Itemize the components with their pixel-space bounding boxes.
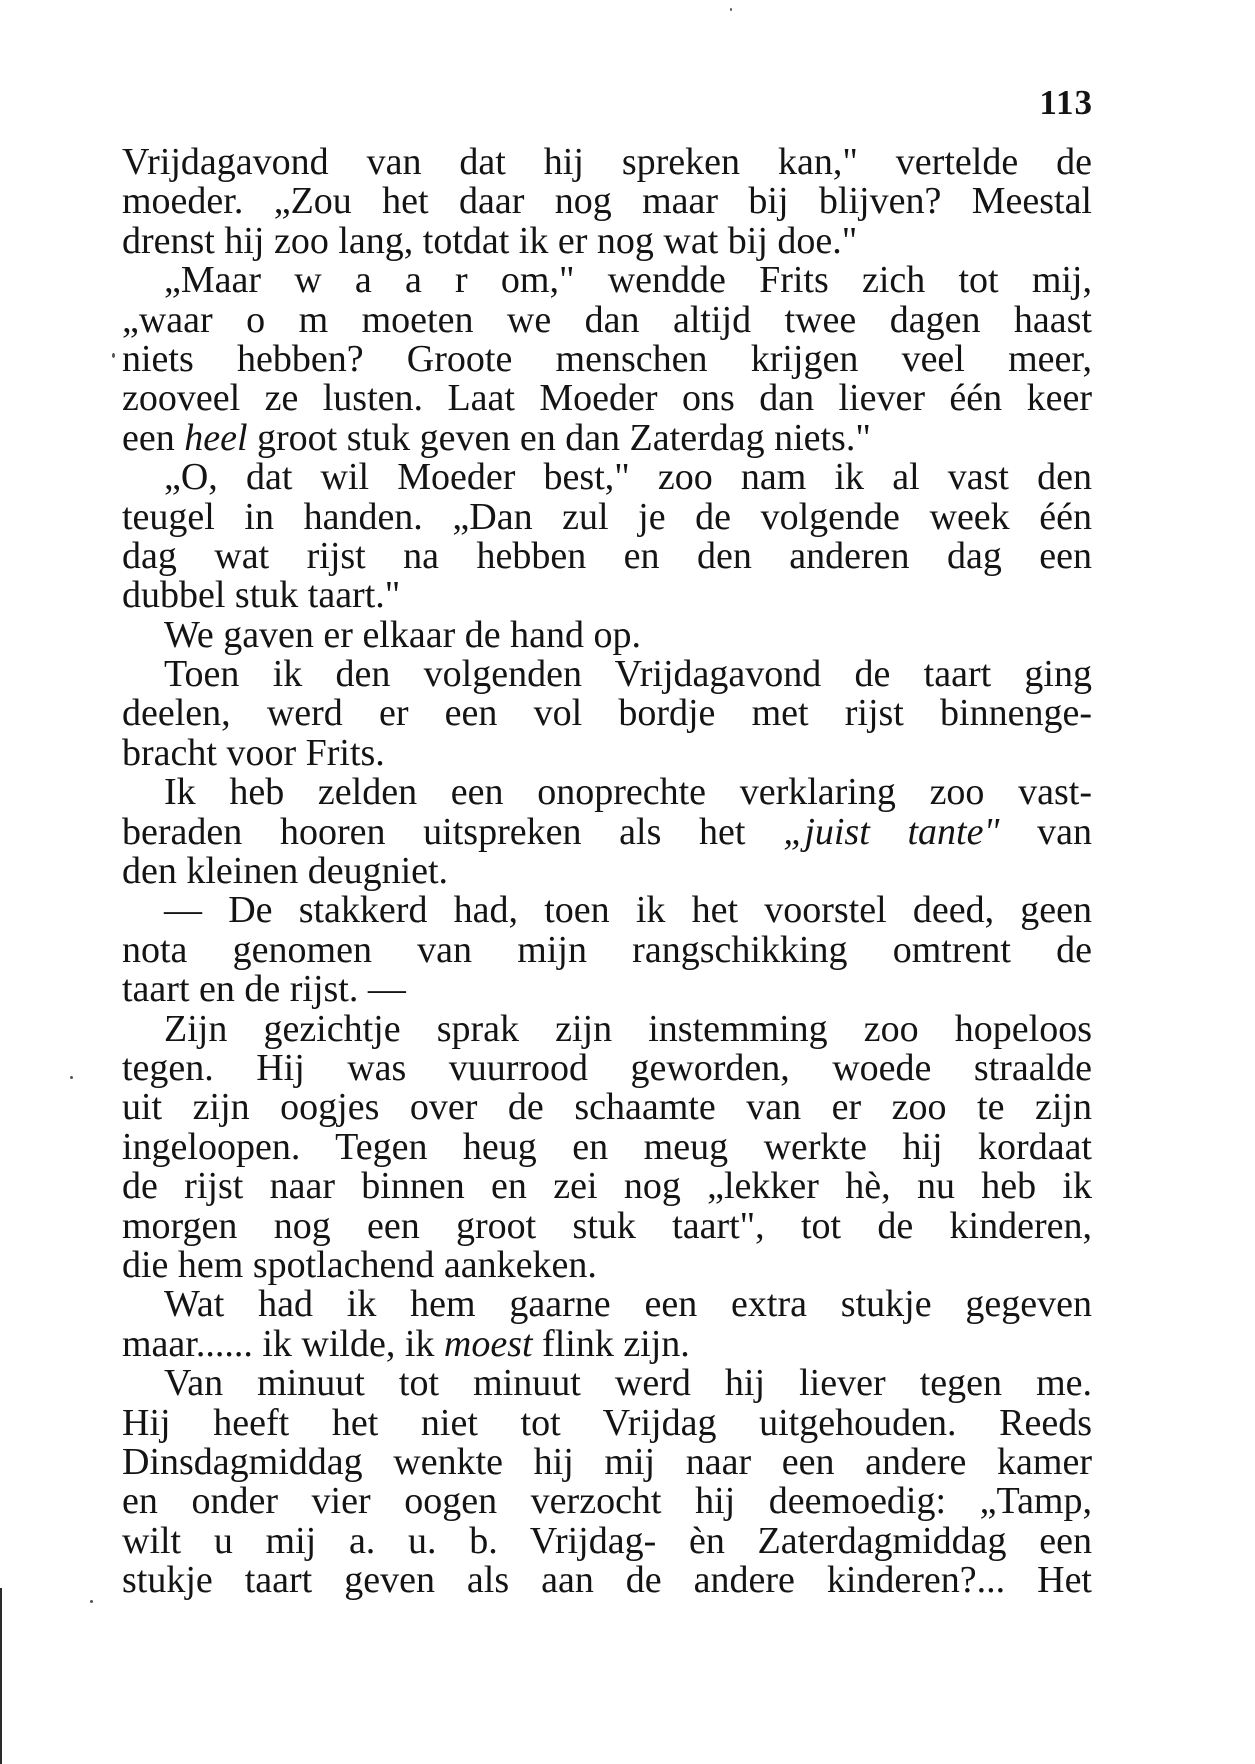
- emphasis-heel: heel: [184, 418, 248, 459]
- scan-edge-line: [0, 1588, 2, 1764]
- text-line: ingeloopen. Tegen heug en meug werkte hij kordaat: [122, 1127, 1092, 1168]
- text-line: die hem spotlachend aankeken.: [122, 1245, 597, 1286]
- scan-speck: [730, 8, 732, 11]
- scan-speck: [112, 353, 115, 358]
- text-line: tegen. Hij was vuurrood geworden, woede straalde: [122, 1048, 1092, 1089]
- page-number: 113: [1039, 83, 1093, 122]
- text-line: We gaven er elkaar de hand op.: [164, 615, 641, 656]
- text-line: Dinsdagmiddag wenkte hij mij naar een andere kamer: [122, 1442, 1092, 1483]
- text-line: en onder vier oogen verzocht hij deemoedig: „Tamp,: [122, 1482, 1092, 1522]
- text-line: „O, dat wil Moeder best," zoo nam ik al vast den: [164, 458, 1092, 498]
- body-text: [122, 143, 1092, 1600]
- text-line: den kleinen deugniet.: [122, 852, 449, 892]
- text-line: teugel in handen. „Dan zul je de volgende week één: [122, 497, 1092, 537]
- text-line: moeder. „Zou het daar nog maar bij blijven? Meestal: [122, 182, 1092, 222]
- text-line: Wat had ik hem gaarne een extra stukje gegeven: [164, 1285, 1092, 1325]
- text-line: Ik heb zelden een onoprechte verklaring zoo vast-: [164, 773, 1092, 813]
- text-run: maar...... ik wilde, ik: [122, 1324, 444, 1365]
- text-line: deelen, werd er een vol bordje met rijst binnenge-: [122, 694, 1092, 734]
- text-line: taart en de rijst. —: [122, 970, 406, 1010]
- emphasis-juist-tante: „juist tante": [783, 812, 1000, 853]
- text-line: „waar o m moeten we dan altijd twee dagen haast: [122, 300, 1092, 340]
- text-line: dag wat rijst na hebben en den anderen dag een: [122, 536, 1092, 577]
- text-line-mixed: [122, 1325, 1092, 1364]
- text-line: zooveel ze lusten. Laat Moeder ons dan liever één keer: [122, 379, 1092, 419]
- text-line: niets hebben? Groote menschen krijgen veel meer,: [122, 339, 1092, 380]
- text-line: dubbel stuk taart.": [122, 576, 401, 616]
- text-line: wilt u mij a. u. b. Vrijdag- èn Zaterdagmiddag een: [122, 1521, 1092, 1562]
- text-line: Zijn gezichtje sprak zijn instemming zoo hopeloos: [164, 1009, 1092, 1049]
- text-line: „Maar w a a r om," wendde Frits zich tot mij,: [164, 261, 1092, 301]
- text-line: Vrijdagavond van dat hij spreken kan," vertelde de: [122, 143, 1092, 183]
- text-line: drenst hij zoo lang, totdat ik er nog wat bij doe.": [122, 221, 858, 262]
- text-line: Toen ik den volgenden Vrijdagavond de taart ging: [164, 655, 1092, 695]
- text-line-mixed: [122, 419, 1092, 458]
- text-line: bracht voor Frits.: [122, 733, 385, 774]
- text-run: een: [122, 418, 185, 459]
- text-line: stukje taart geven als aan de andere kinderen?... Het: [122, 1561, 1092, 1601]
- text-line: Hij heeft het niet tot Vrijdag uitgehouden. Reeds: [122, 1403, 1092, 1443]
- text-line: — De stakkerd had, toen ik het voorstel deed, geen: [164, 891, 1092, 931]
- text-line: morgen nog een groot stuk taart", tot de kinderen,: [122, 1206, 1092, 1246]
- text-line: uit zijn oogjes over de schaamte van er zoo te zijn: [122, 1088, 1092, 1128]
- scan-speck: [90, 1600, 93, 1603]
- emphasis-moest: moest: [443, 1324, 533, 1365]
- text-line: nota genomen van mijn rangschikking omtrent de: [122, 930, 1092, 971]
- scan-speck: [70, 1076, 73, 1079]
- text-run: flink zijn.: [532, 1324, 690, 1365]
- text-line-mixed: [122, 813, 1092, 852]
- text-line: de rijst naar binnen en zei nog „lekker hè, nu heb ik: [122, 1167, 1092, 1207]
- text-run: van: [999, 812, 1092, 853]
- text-line: Van minuut tot minuut werd hij liever tegen me.: [164, 1364, 1092, 1404]
- text-run: beraden hooren uitspreken als het: [122, 812, 784, 853]
- text-run: groot stuk geven en dan Zaterdag niets.": [247, 418, 871, 459]
